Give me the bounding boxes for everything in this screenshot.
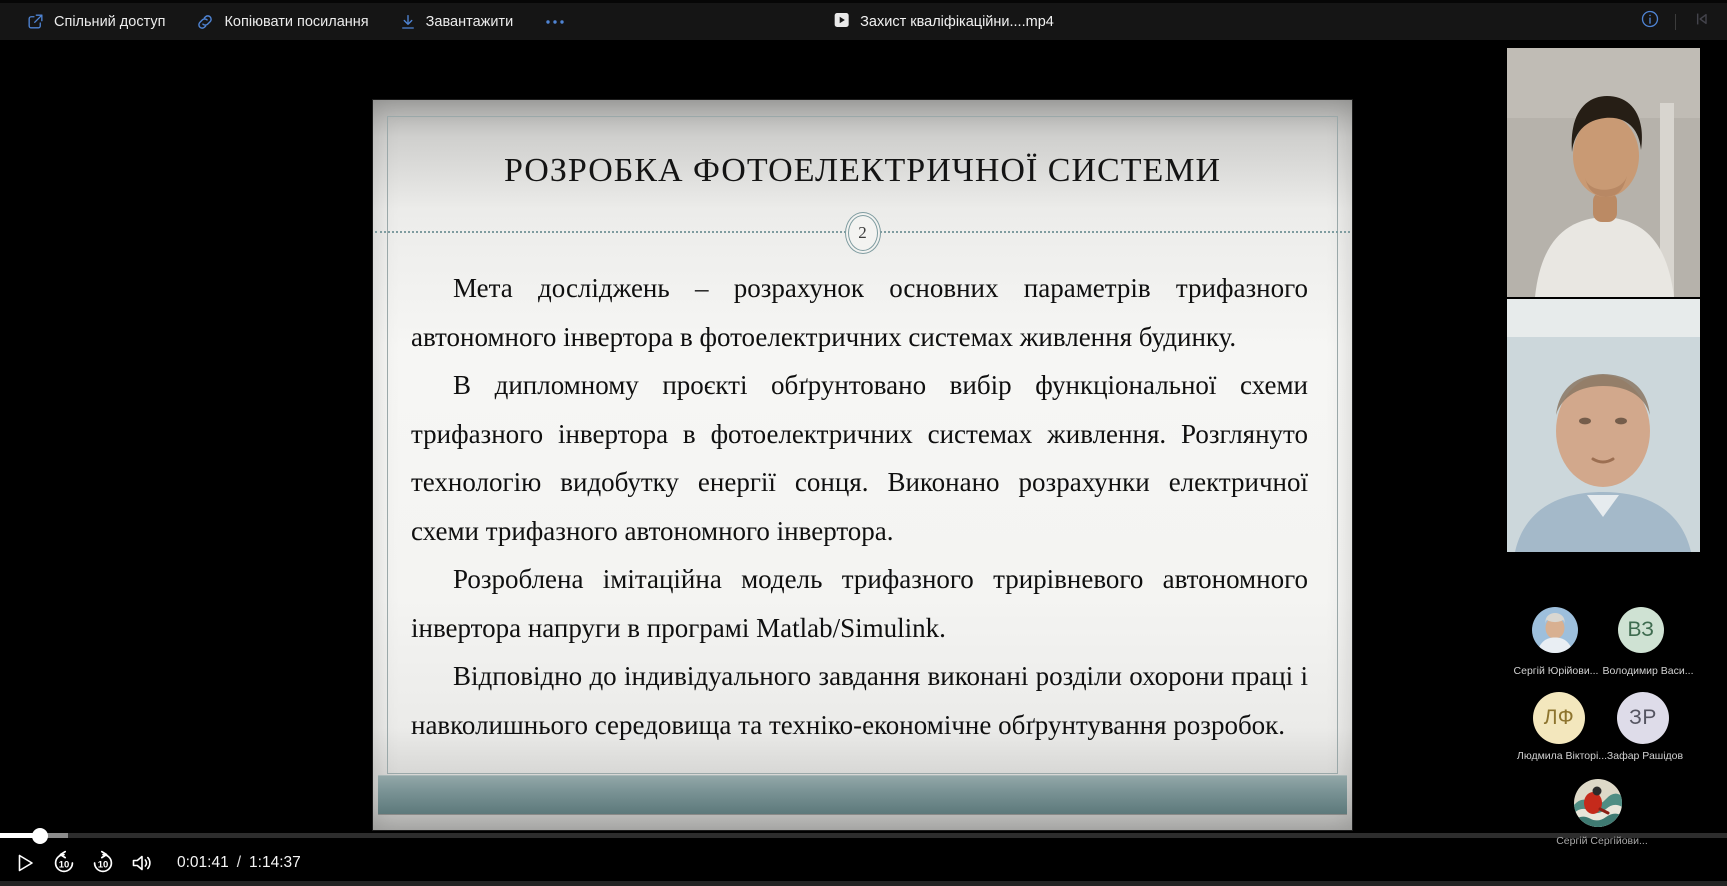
copy-link-label: Копіювати посилання	[224, 13, 369, 30]
avatar-initials: ВЗ	[1627, 618, 1655, 641]
slide-page-number: 2	[848, 215, 878, 251]
player-top-bar	[0, 0, 1727, 40]
video-title: Захист кваліфікаційни....mp4	[860, 13, 1054, 30]
avatar-initials: ЗР	[1629, 706, 1657, 729]
seek-bar[interactable]	[0, 833, 1727, 838]
slide-title: РОЗРОБКА ФОТОЕЛЕКТРИЧНОЇ СИСТЕМИ	[503, 152, 1222, 189]
participant-avatar-initials	[1533, 692, 1585, 744]
slide-paragraph: В дипломному проєкті обґрунтовано вибір функціональної схеми трифазного інвертора в фотоелектричних системах живлення. Розглянуто технологію видобутку енергії сонця. Виконано розрахунки електричної схеми трифазного автономного інвертора.	[411, 370, 1308, 546]
download-icon	[399, 13, 417, 31]
share-label: Спільний доступ	[54, 13, 166, 30]
seek-handle[interactable]	[32, 828, 48, 844]
participant-avatar-photo	[1574, 779, 1622, 827]
window-bottom-edge	[0, 881, 1727, 886]
download-button[interactable]	[399, 13, 514, 31]
current-time: 0:01:41	[177, 854, 229, 871]
link-icon	[195, 12, 215, 32]
rewind-10-button[interactable]	[51, 850, 77, 876]
volume-button[interactable]	[129, 850, 155, 876]
playback-controls	[12, 847, 301, 879]
participant-name: Сергій Сергійови...	[1556, 835, 1648, 847]
video-title-group	[833, 3, 1054, 40]
info-button[interactable]	[1640, 9, 1660, 34]
more-dots-icon	[543, 13, 567, 31]
participant-name: Зафар Рашідов	[1606, 750, 1684, 762]
participant-name: Сергій Юрійови...	[1513, 665, 1599, 677]
participant-name: Людмила Вікторі...	[1516, 750, 1608, 762]
file-play-icon	[833, 12, 849, 32]
participant-name: Володимир Васи...	[1602, 665, 1694, 677]
toolbar-right-group	[1640, 3, 1711, 40]
copy-link-button[interactable]	[195, 12, 368, 32]
toolbar-left-group	[26, 3, 567, 40]
presentation-slide	[373, 100, 1352, 830]
participant-video-1	[1507, 48, 1700, 297]
slide-body-text	[411, 264, 1308, 749]
forward-10-button[interactable]	[90, 850, 116, 876]
slide-paragraph: Розроблена імітаційна модель трифазного трирівневого автономного інвертора напруги в програмі Matlab/Simulink.	[411, 564, 1308, 643]
panel-collapse-icon[interactable]	[1691, 9, 1711, 34]
share-button[interactable]	[26, 12, 165, 31]
participant-avatar-initials	[1618, 607, 1664, 653]
more-options-button[interactable]	[543, 13, 567, 31]
participant-avatar-initials	[1617, 692, 1669, 744]
slide-page-number-badge	[845, 212, 881, 254]
svg-text:10: 10	[97, 859, 109, 871]
participant-avatar-photo	[1532, 607, 1578, 653]
avatar-initials: ЛФ	[1543, 706, 1575, 729]
slide-paragraph: Відповідно до індивідуального завдання виконані розділи охорони праці і навколишнього середовища та техніко-економічне обґрунтування розробок.	[411, 661, 1308, 740]
download-label: Завантажити	[425, 13, 514, 30]
participant-video-2	[1507, 299, 1700, 552]
toolbar-divider	[1675, 14, 1676, 30]
time-separator: /	[236, 854, 242, 871]
video-surface[interactable]	[0, 40, 1727, 886]
svg-text:10: 10	[58, 859, 70, 871]
share-icon	[26, 12, 45, 31]
total-duration: 1:14:37	[249, 854, 301, 871]
slide-footer-bar	[378, 775, 1347, 814]
play-button[interactable]	[12, 850, 38, 876]
slide-paragraph: Мета досліджень – розрахунок основних параметрів трифазного автономного інвертора в фотоелектричних системах живлення будинку.	[411, 273, 1308, 352]
time-display	[177, 854, 301, 872]
